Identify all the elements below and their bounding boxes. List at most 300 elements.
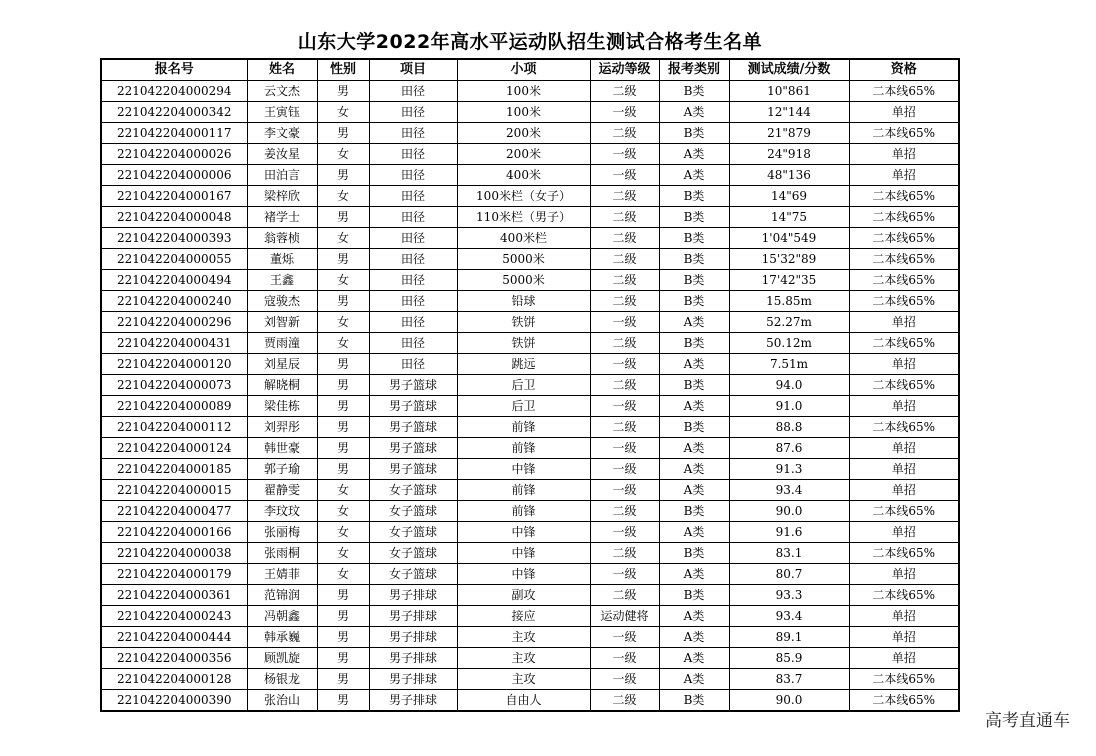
cell-athlete-level: 二级 — [590, 81, 659, 102]
cell-event: 铁饼 — [457, 312, 590, 333]
cell-event: 铁饼 — [457, 333, 590, 354]
cell-score: 17'42"35 — [729, 270, 849, 291]
cell-score: 14"69 — [729, 186, 849, 207]
cell-qualification: 单招 — [849, 165, 959, 186]
table-row — [101, 165, 959, 186]
col-header-score: 测试成绩/分数 — [729, 59, 849, 81]
cell-qualification: 二本线65% — [849, 417, 959, 438]
cell-name: 冯朝鑫 — [247, 606, 317, 627]
cell-athlete-level: 一级 — [590, 438, 659, 459]
cell-athlete-level: 二级 — [590, 375, 659, 396]
cell-category: B类 — [659, 690, 729, 712]
cell-registration-no: 221042204000038 — [101, 543, 247, 564]
cell-event: 中锋 — [457, 543, 590, 564]
cell-athlete-level: 二级 — [590, 543, 659, 564]
cell-gender: 男 — [317, 690, 369, 712]
cell-event: 后卫 — [457, 375, 590, 396]
cell-gender: 男 — [317, 354, 369, 375]
cell-registration-no: 221042204000361 — [101, 585, 247, 606]
cell-category: A类 — [659, 606, 729, 627]
table-row — [101, 207, 959, 228]
table-row — [101, 291, 959, 312]
cell-event: 主攻 — [457, 627, 590, 648]
cell-sport: 男子排球 — [369, 690, 457, 712]
cell-registration-no: 221042204000166 — [101, 522, 247, 543]
cell-registration-no: 221042204000444 — [101, 627, 247, 648]
cell-gender: 男 — [317, 123, 369, 144]
cell-gender: 女 — [317, 501, 369, 522]
cell-name: 杨银龙 — [247, 669, 317, 690]
cell-event: 400米栏 — [457, 228, 590, 249]
cell-name: 韩世豪 — [247, 438, 317, 459]
cell-qualification: 单招 — [849, 627, 959, 648]
cell-score: 94.0 — [729, 375, 849, 396]
table-row — [101, 354, 959, 375]
cell-gender: 男 — [317, 669, 369, 690]
table-row — [101, 459, 959, 480]
table-row — [101, 270, 959, 291]
cell-sport: 田径 — [369, 312, 457, 333]
cell-athlete-level: 二级 — [590, 186, 659, 207]
cell-score: 93.4 — [729, 480, 849, 501]
table-row — [101, 438, 959, 459]
cell-athlete-level: 二级 — [590, 333, 659, 354]
cell-gender: 女 — [317, 333, 369, 354]
cell-qualification: 二本线65% — [849, 207, 959, 228]
cell-category: A类 — [659, 396, 729, 417]
cell-name: 刘星辰 — [247, 354, 317, 375]
cell-name: 韩承巍 — [247, 627, 317, 648]
table-row — [101, 501, 959, 522]
cell-gender: 男 — [317, 396, 369, 417]
cell-sport: 田径 — [369, 102, 457, 123]
cell-registration-no: 221042204000477 — [101, 501, 247, 522]
cell-gender: 男 — [317, 648, 369, 669]
cell-sport: 田径 — [369, 228, 457, 249]
cell-sport: 田径 — [369, 291, 457, 312]
table-row — [101, 102, 959, 123]
cell-event: 主攻 — [457, 669, 590, 690]
cell-name: 梁梓欣 — [247, 186, 317, 207]
cell-score: 88.8 — [729, 417, 849, 438]
table-row — [101, 585, 959, 606]
cell-score: 83.1 — [729, 543, 849, 564]
cell-sport: 田径 — [369, 354, 457, 375]
cell-category: B类 — [659, 501, 729, 522]
cell-name: 顾凯旋 — [247, 648, 317, 669]
table-row — [101, 312, 959, 333]
cell-category: B类 — [659, 270, 729, 291]
cell-gender: 女 — [317, 228, 369, 249]
cell-event: 200米 — [457, 123, 590, 144]
cell-event: 主攻 — [457, 648, 590, 669]
cell-event: 100米栏（女子） — [457, 186, 590, 207]
cell-event: 100米 — [457, 81, 590, 102]
cell-name: 寇骏杰 — [247, 291, 317, 312]
cell-registration-no: 221042204000243 — [101, 606, 247, 627]
cell-athlete-level: 二级 — [590, 501, 659, 522]
cell-event: 5000米 — [457, 270, 590, 291]
cell-registration-no: 221042204000390 — [101, 690, 247, 712]
cell-gender: 女 — [317, 522, 369, 543]
cell-registration-no: 221042204000006 — [101, 165, 247, 186]
cell-name: 李玟玟 — [247, 501, 317, 522]
cell-name: 郭子瑜 — [247, 459, 317, 480]
cell-event: 副攻 — [457, 585, 590, 606]
cell-registration-no: 221042204000342 — [101, 102, 247, 123]
cell-name: 翁蓉桢 — [247, 228, 317, 249]
cell-score: 93.3 — [729, 585, 849, 606]
cell-name: 姜汝星 — [247, 144, 317, 165]
cell-registration-no: 221042204000055 — [101, 249, 247, 270]
col-header-category: 报考类别 — [659, 59, 729, 81]
cell-name: 董烁 — [247, 249, 317, 270]
table-row — [101, 228, 959, 249]
cell-category: A类 — [659, 312, 729, 333]
cell-sport: 田径 — [369, 165, 457, 186]
cell-sport: 田径 — [369, 144, 457, 165]
table-row — [101, 690, 959, 712]
cell-registration-no: 221042204000073 — [101, 375, 247, 396]
cell-qualification: 单招 — [849, 396, 959, 417]
table-row — [101, 375, 959, 396]
cell-score: 90.0 — [729, 501, 849, 522]
cell-score: 91.3 — [729, 459, 849, 480]
table-row — [101, 396, 959, 417]
cell-event: 铅球 — [457, 291, 590, 312]
cell-qualification: 二本线65% — [849, 501, 959, 522]
cell-athlete-level: 一级 — [590, 354, 659, 375]
cell-category: B类 — [659, 186, 729, 207]
cell-registration-no: 221042204000112 — [101, 417, 247, 438]
cell-qualification: 二本线65% — [849, 291, 959, 312]
cell-event: 前锋 — [457, 417, 590, 438]
cell-sport: 男子排球 — [369, 648, 457, 669]
cell-athlete-level: 二级 — [590, 690, 659, 712]
cell-name: 王婧菲 — [247, 564, 317, 585]
cell-score: 50.12m — [729, 333, 849, 354]
cell-event: 中锋 — [457, 459, 590, 480]
table-row — [101, 627, 959, 648]
cell-gender: 女 — [317, 543, 369, 564]
cell-gender: 女 — [317, 270, 369, 291]
cell-category: A类 — [659, 102, 729, 123]
table-row — [101, 81, 959, 102]
cell-sport: 男子篮球 — [369, 438, 457, 459]
cell-sport: 女子篮球 — [369, 480, 457, 501]
cell-athlete-level: 一级 — [590, 165, 659, 186]
cell-category: B类 — [659, 81, 729, 102]
cell-athlete-level: 二级 — [590, 291, 659, 312]
cell-registration-no: 221042204000128 — [101, 669, 247, 690]
cell-name: 张丽梅 — [247, 522, 317, 543]
cell-category: A类 — [659, 480, 729, 501]
cell-athlete-level: 二级 — [590, 270, 659, 291]
col-header-gender: 性别 — [317, 59, 369, 81]
cell-qualification: 单招 — [849, 480, 959, 501]
cell-name: 田泊言 — [247, 165, 317, 186]
cell-qualification: 二本线65% — [849, 375, 959, 396]
cell-athlete-level: 一级 — [590, 648, 659, 669]
cell-score: 80.7 — [729, 564, 849, 585]
cell-athlete-level: 运动健将 — [590, 606, 659, 627]
cell-athlete-level: 一级 — [590, 312, 659, 333]
table-body — [101, 81, 959, 712]
col-header-registration-no: 报名号 — [101, 59, 247, 81]
cell-gender: 女 — [317, 144, 369, 165]
cell-name: 张治山 — [247, 690, 317, 712]
cell-sport: 田径 — [369, 270, 457, 291]
cell-score: 24"918 — [729, 144, 849, 165]
cell-name: 王寅钰 — [247, 102, 317, 123]
cell-sport: 田径 — [369, 186, 457, 207]
cell-sport: 男子篮球 — [369, 459, 457, 480]
cell-registration-no: 221042204000185 — [101, 459, 247, 480]
cell-score: 89.1 — [729, 627, 849, 648]
cell-name: 翟静雯 — [247, 480, 317, 501]
cell-gender: 女 — [317, 102, 369, 123]
col-header-event: 小项 — [457, 59, 590, 81]
cell-category: A类 — [659, 669, 729, 690]
cell-registration-no: 221042204000431 — [101, 333, 247, 354]
cell-score: 15.85m — [729, 291, 849, 312]
cell-athlete-level: 一级 — [590, 144, 659, 165]
cell-qualification: 二本线65% — [849, 333, 959, 354]
cell-sport: 男子排球 — [369, 585, 457, 606]
cell-qualification: 二本线65% — [849, 249, 959, 270]
col-header-sport: 项目 — [369, 59, 457, 81]
cell-athlete-level: 一级 — [590, 396, 659, 417]
cell-event: 接应 — [457, 606, 590, 627]
cell-category: A类 — [659, 144, 729, 165]
table-row — [101, 123, 959, 144]
table-row — [101, 543, 959, 564]
cell-qualification: 二本线65% — [849, 543, 959, 564]
cell-score: 90.0 — [729, 690, 849, 712]
cell-gender: 男 — [317, 207, 369, 228]
cell-score: 83.7 — [729, 669, 849, 690]
cell-athlete-level: 一级 — [590, 522, 659, 543]
cell-event: 后卫 — [457, 396, 590, 417]
table-row — [101, 186, 959, 207]
cell-athlete-level: 二级 — [590, 123, 659, 144]
cell-athlete-level: 二级 — [590, 585, 659, 606]
cell-athlete-level: 二级 — [590, 249, 659, 270]
cell-registration-no: 221042204000494 — [101, 270, 247, 291]
cell-category: B类 — [659, 375, 729, 396]
cell-sport: 田径 — [369, 249, 457, 270]
cell-name: 贾雨潼 — [247, 333, 317, 354]
cell-athlete-level: 二级 — [590, 417, 659, 438]
cell-event: 110米栏（男子） — [457, 207, 590, 228]
cell-score: 85.9 — [729, 648, 849, 669]
cell-category: A类 — [659, 165, 729, 186]
cell-qualification: 单招 — [849, 312, 959, 333]
cell-gender: 男 — [317, 249, 369, 270]
cell-score: 91.6 — [729, 522, 849, 543]
cell-gender: 男 — [317, 606, 369, 627]
cell-gender: 男 — [317, 627, 369, 648]
cell-registration-no: 221042204000026 — [101, 144, 247, 165]
cell-name: 王鑫 — [247, 270, 317, 291]
cell-athlete-level: 一级 — [590, 480, 659, 501]
cell-athlete-level: 二级 — [590, 228, 659, 249]
table-header-row — [101, 59, 959, 81]
cell-category: B类 — [659, 249, 729, 270]
cell-category: A类 — [659, 438, 729, 459]
cell-sport: 女子篮球 — [369, 564, 457, 585]
cell-qualification: 二本线65% — [849, 186, 959, 207]
cell-category: B类 — [659, 585, 729, 606]
cell-category: B类 — [659, 228, 729, 249]
cell-registration-no: 221042204000240 — [101, 291, 247, 312]
cell-sport: 田径 — [369, 333, 457, 354]
cell-qualification: 单招 — [849, 102, 959, 123]
cell-qualification: 单招 — [849, 459, 959, 480]
cell-qualification: 单招 — [849, 522, 959, 543]
cell-event: 前锋 — [457, 480, 590, 501]
cell-score: 1'04"549 — [729, 228, 849, 249]
cell-athlete-level: 一级 — [590, 102, 659, 123]
cell-registration-no: 221042204000048 — [101, 207, 247, 228]
cell-gender: 男 — [317, 291, 369, 312]
cell-score: 15'32"89 — [729, 249, 849, 270]
cell-qualification: 单招 — [849, 606, 959, 627]
cell-sport: 男子排球 — [369, 606, 457, 627]
cell-category: A类 — [659, 564, 729, 585]
cell-qualification: 二本线65% — [849, 228, 959, 249]
cell-registration-no: 221042204000124 — [101, 438, 247, 459]
cell-category: B类 — [659, 333, 729, 354]
cell-sport: 女子篮球 — [369, 543, 457, 564]
cell-category: B类 — [659, 543, 729, 564]
cell-gender: 女 — [317, 480, 369, 501]
cell-qualification: 二本线65% — [849, 123, 959, 144]
cell-event: 5000米 — [457, 249, 590, 270]
cell-athlete-level: 一级 — [590, 669, 659, 690]
cell-event: 400米 — [457, 165, 590, 186]
cell-gender: 男 — [317, 375, 369, 396]
cell-score: 21"879 — [729, 123, 849, 144]
table-row — [101, 648, 959, 669]
cell-sport: 女子篮球 — [369, 501, 457, 522]
cell-registration-no: 221042204000393 — [101, 228, 247, 249]
cell-event: 100米 — [457, 102, 590, 123]
table-row — [101, 249, 959, 270]
cell-qualification: 二本线65% — [849, 669, 959, 690]
cell-athlete-level: 一级 — [590, 564, 659, 585]
table-row — [101, 564, 959, 585]
cell-category: A类 — [659, 459, 729, 480]
cell-athlete-level: 一级 — [590, 459, 659, 480]
cell-score: 7.51m — [729, 354, 849, 375]
cell-sport: 田径 — [369, 123, 457, 144]
cell-name: 云文杰 — [247, 81, 317, 102]
cell-sport: 男子篮球 — [369, 375, 457, 396]
table-row — [101, 480, 959, 501]
cell-score: 14"75 — [729, 207, 849, 228]
cell-event: 200米 — [457, 144, 590, 165]
cell-registration-no: 221042204000117 — [101, 123, 247, 144]
cell-gender: 女 — [317, 186, 369, 207]
cell-name: 李文豪 — [247, 123, 317, 144]
cell-score: 12"144 — [729, 102, 849, 123]
table-row — [101, 522, 959, 543]
cell-score: 91.0 — [729, 396, 849, 417]
cell-gender: 男 — [317, 165, 369, 186]
cell-event: 中锋 — [457, 564, 590, 585]
cell-sport: 男子排球 — [369, 627, 457, 648]
cell-score: 10"861 — [729, 81, 849, 102]
cell-name: 张雨桐 — [247, 543, 317, 564]
cell-category: B类 — [659, 123, 729, 144]
cell-qualification: 单招 — [849, 438, 959, 459]
cell-event: 自由人 — [457, 690, 590, 712]
document-title: 山东大学2022年高水平运动队招生测试合格考生名单 — [297, 31, 763, 53]
cell-sport: 田径 — [369, 81, 457, 102]
cell-gender: 男 — [317, 81, 369, 102]
cell-score: 93.4 — [729, 606, 849, 627]
cell-qualification: 二本线65% — [849, 585, 959, 606]
candidate-table — [100, 58, 960, 712]
cell-gender: 男 — [317, 459, 369, 480]
cell-event: 中锋 — [457, 522, 590, 543]
cell-event: 跳远 — [457, 354, 590, 375]
cell-registration-no: 221042204000015 — [101, 480, 247, 501]
cell-category: A类 — [659, 522, 729, 543]
cell-name: 解晓桐 — [247, 375, 317, 396]
cell-score: 87.6 — [729, 438, 849, 459]
cell-gender: 女 — [317, 312, 369, 333]
cell-registration-no: 221042204000120 — [101, 354, 247, 375]
cell-category: A类 — [659, 648, 729, 669]
cell-category: B类 — [659, 291, 729, 312]
cell-score: 48"136 — [729, 165, 849, 186]
cell-name: 刘羿彤 — [247, 417, 317, 438]
cell-qualification: 单招 — [849, 564, 959, 585]
cell-name: 刘智新 — [247, 312, 317, 333]
cell-qualification: 单招 — [849, 144, 959, 165]
table-row — [101, 417, 959, 438]
table-row — [101, 606, 959, 627]
cell-event: 前锋 — [457, 438, 590, 459]
table-row — [101, 669, 959, 690]
cell-name: 梁佳栋 — [247, 396, 317, 417]
cell-qualification: 二本线65% — [849, 81, 959, 102]
cell-gender: 男 — [317, 585, 369, 606]
table-row — [101, 333, 959, 354]
cell-registration-no: 221042204000089 — [101, 396, 247, 417]
cell-gender: 男 — [317, 438, 369, 459]
cell-athlete-level: 二级 — [590, 207, 659, 228]
cell-qualification: 单招 — [849, 354, 959, 375]
cell-category: A类 — [659, 354, 729, 375]
col-header-qualification: 资格 — [849, 59, 959, 81]
cell-registration-no: 221042204000356 — [101, 648, 247, 669]
col-header-athlete-level: 运动等级 — [590, 59, 659, 81]
cell-gender: 男 — [317, 417, 369, 438]
cell-qualification: 二本线65% — [849, 690, 959, 712]
cell-athlete-level: 一级 — [590, 627, 659, 648]
cell-registration-no: 221042204000296 — [101, 312, 247, 333]
cell-name: 褚学士 — [247, 207, 317, 228]
cell-sport: 男子篮球 — [369, 417, 457, 438]
cell-qualification: 二本线65% — [849, 270, 959, 291]
cell-registration-no: 221042204000294 — [101, 81, 247, 102]
cell-category: B类 — [659, 207, 729, 228]
cell-registration-no: 221042204000167 — [101, 186, 247, 207]
cell-score: 52.27m — [729, 312, 849, 333]
